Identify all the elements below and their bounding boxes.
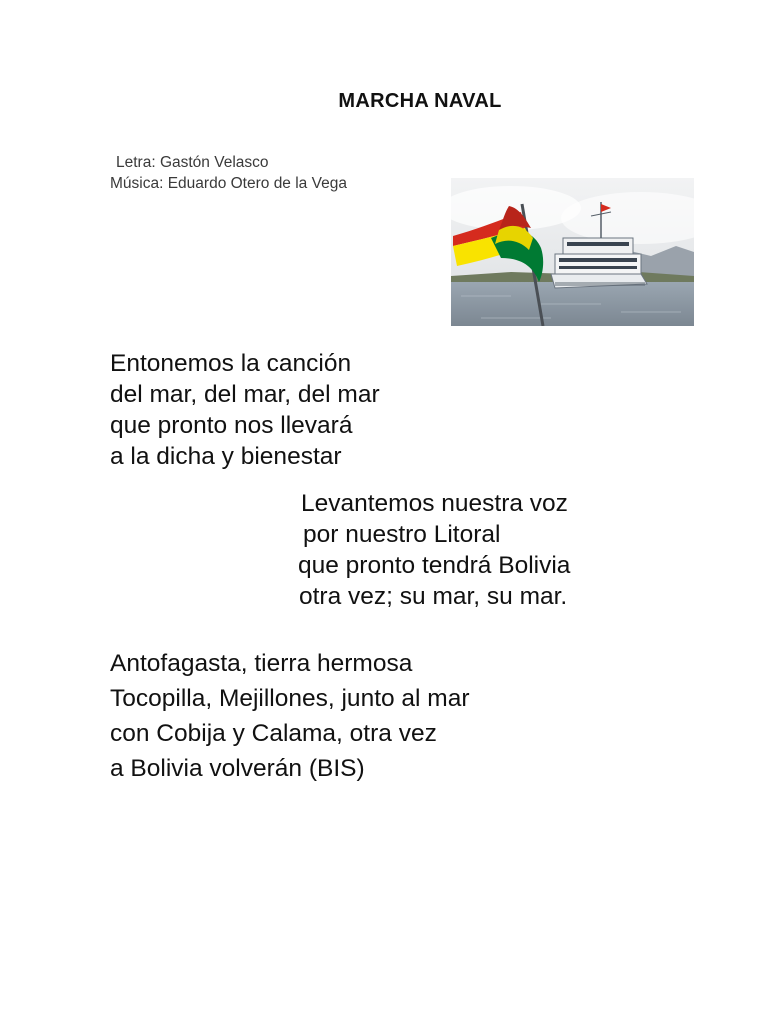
stanza-line: por nuestro Litoral: [303, 521, 501, 548]
stanza-line: a la dicha y bienestar: [110, 443, 342, 470]
stanza-line: con Cobija y Calama, otra vez: [110, 720, 437, 747]
stanza-2: [298, 488, 570, 612]
stanza-1: [110, 348, 380, 472]
song-title: MARCHA NAVAL: [338, 90, 502, 112]
music-credit: Música: Eduardo Otero de la Vega: [110, 175, 347, 192]
credits: [110, 152, 347, 194]
bolivian-flag-and-ship-photo: [451, 178, 694, 326]
stanza-line: otra vez; su mar, su mar.: [299, 583, 568, 610]
stanza-line: del mar, del mar, del mar: [110, 381, 380, 408]
stanza-line: Antofagasta, tierra hermosa: [110, 650, 413, 677]
stanza-line: Levantemos nuestra voz: [301, 490, 568, 517]
stanza-3: [110, 646, 470, 786]
stanza-line: a Bolivia volverán (BIS): [110, 755, 365, 782]
lyrics-credit: Letra: Gastón Velasco: [116, 154, 269, 171]
stanza-line: que pronto tendrá Bolivia: [298, 552, 571, 579]
stanza-line: Entonemos la canción: [110, 350, 352, 377]
stanza-line: que pronto nos llevará: [110, 412, 353, 439]
stanza-line: Tocopilla, Mejillones, junto al mar: [110, 685, 470, 712]
